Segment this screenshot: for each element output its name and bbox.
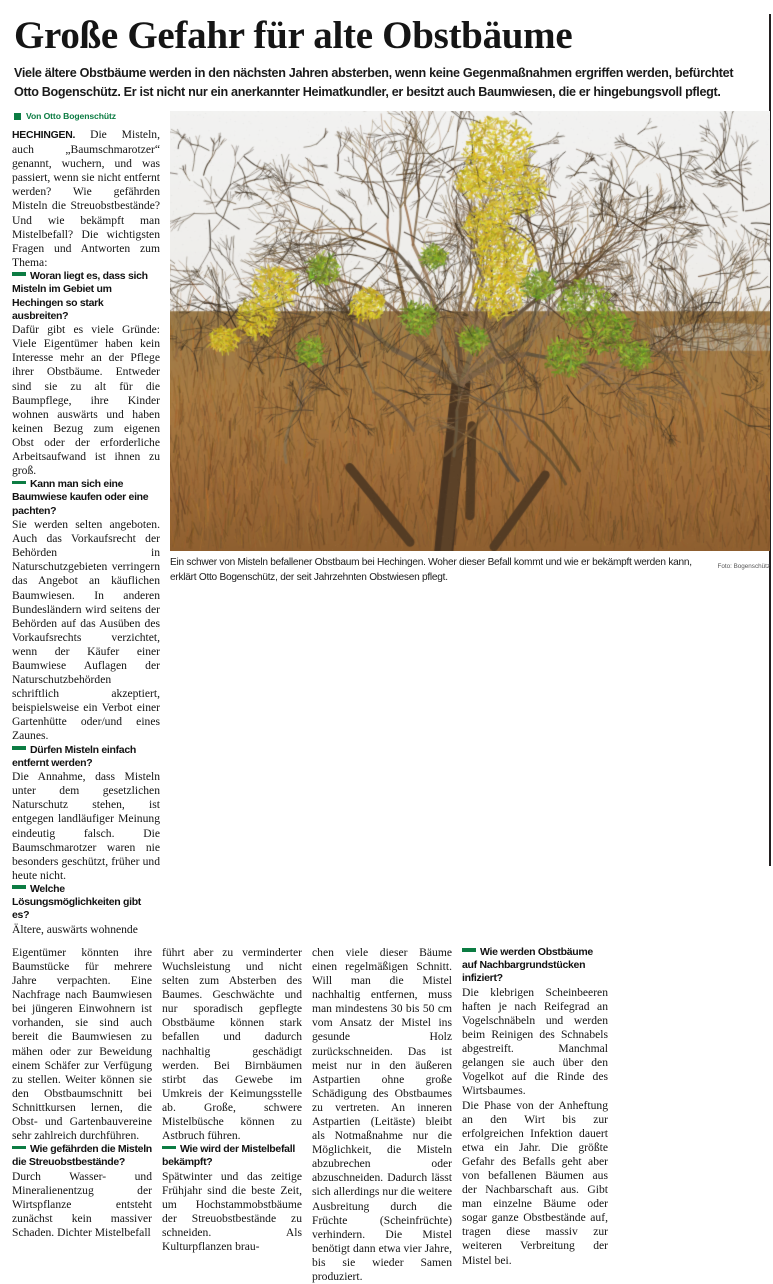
page-title: Große Gefahr für alte Obstbäume bbox=[14, 14, 573, 57]
column-1-body bbox=[12, 128, 160, 937]
continuation-3: führt aber zu verminderter Wuchsleistung und nicht selten zum Absterben des Baumes. Geschwächte und nur sporadisch gepflegte Obstbäume können stark befallen und dadurch nachhaltig geschädigt werden. Bei Birnbäumen stirbt das Gewebe im Umkreis der Keimungsstelle ab. Große, schwere Mistelbüsche können zu Astbruch führen. bbox=[162, 945, 302, 1143]
question-heading-6-text: Wie wird der Mistelbefall bekämpft? bbox=[162, 1143, 295, 1169]
dash-marker-icon bbox=[162, 1146, 176, 1150]
answer-1: Dafür gibt es viele Gründe: Viele Eigentümer haben kein Interesse mehr an der Pflege ihrer Obstbäume. Entweder sind sie zu alt für die Baumpflege, ihre Kinder wohnen auswärts und haben keinen Bezug zum eigenen Obst oder der erforderliche Arbeitsaufwand ist ihnen zu groß. bbox=[12, 323, 160, 478]
photo-credit: Foto: Bogenschütz bbox=[717, 563, 770, 570]
column-1 bbox=[12, 111, 160, 937]
byline bbox=[14, 111, 164, 121]
bottom-region bbox=[12, 946, 759, 1284]
question-heading-4-text: Welche Lösungsmöglichkeiten gibt es? bbox=[12, 882, 142, 922]
column-3 bbox=[162, 946, 302, 1284]
intro-text: Die Misteln, auch „Baumschmarotzer“ genannt, wuchern, und was passiert, wenn sie nicht entfernt werden? Wie gefährden Misteln die Streuobstbestände? Und wie bekämpft man Mistelbefall? Die wichtigsten Fragen und Antworten zum Thema: bbox=[12, 128, 160, 269]
square-bullet-icon bbox=[14, 113, 21, 120]
byline-text: Von Otto Bogenschütz bbox=[26, 111, 116, 121]
question-heading-7 bbox=[462, 946, 608, 986]
question-heading-1-text: Woran liegt es, dass sich Misteln im Gebiet um Hechingen so stark ausbreiten? bbox=[12, 269, 148, 322]
question-heading-3-text: Dürfen Misteln einfach entfernt werden? bbox=[12, 743, 136, 769]
top-region bbox=[12, 111, 770, 937]
answer-3: Die Annahme, dass Misteln unter dem gesetzlichen Naturschutz stehen, ist entgegen landläufiger Meinung eindeutig falsch. Die Baumschmarotzer waren nie besonders geschützt, früher und heute nicht. bbox=[12, 770, 160, 882]
question-heading-3 bbox=[12, 744, 160, 771]
paragraph-intro bbox=[12, 128, 160, 270]
question-heading-4 bbox=[12, 883, 160, 923]
photo-caption-text: Ein schwer von Misteln befallener Obstbaum bei Hechingen. Woher dieser Befall kommt und wie er bekämpft werden kann, erklärt Otto Bogenschütz, der seit Jahrzehnten Obstwiesen pflegt. bbox=[170, 557, 692, 583]
dash-marker-icon bbox=[462, 948, 476, 952]
article-photo bbox=[170, 111, 770, 551]
article-deck: Viele ältere Obstbäume werden in den nächsten Jahren absterben, wenn keine Gegenmaßnahmen ergriffen werden, befürchtet Otto Bogenschütz. Er ist nicht nur ein anerkannter Heimatkundler, er besitzt auch Baumwiesen, die er hingebungsvoll pflegt. bbox=[14, 66, 734, 99]
answer-7-part-2: Die Phase von der Anheftung an den Wirt bis zur erfolgreichen Infektion dauert etwa ein Jahr. Die größte Gefahr des Befalls geht aber von befallenen Bäumen aus der Nachbarschaft aus. Gibt man einzelne Bäume oder sogar ganze Obstbestände auf, tragen diese massiv zur weiteren Verbreitung der Mistel bei. bbox=[462, 1098, 608, 1267]
question-heading-7-text: Wie werden Obstbäume auf Nachbargrundstücken infiziert? bbox=[462, 945, 593, 985]
photo-canvas bbox=[170, 111, 770, 551]
answer-6: Spätwinter und das zeitige Frühjahr sind die beste Zeit, um Hochstammobstbäume der Streuobstbestände zu schneiden. Als Kulturpflanzen brau- bbox=[162, 1169, 302, 1254]
photo-caption bbox=[170, 556, 770, 585]
dash-marker-icon bbox=[12, 272, 26, 276]
answer-7-part-1: Die klebrigen Scheinbeeren haften je nach Reifegrad an Vogelschnäbeln und werden beim Reinigen des Schnabels abgestreift. Manchmal gelangen sie auch über den Vogelkot auf die Rinde des Wirtsbaumes. bbox=[462, 985, 608, 1098]
question-heading-5-text: Wie gefährden die Misteln die Streuobstbestände? bbox=[12, 1143, 152, 1169]
question-heading-6 bbox=[162, 1143, 302, 1170]
answer-2: Sie werden selten angeboten. Auch das Vorkaufsrecht der Behörden in Naturschutzgebieten verringern das Angebot an käuflichen Baumwiesen. In anderen Bundesländern wird seitens der Behörden auf das Ausüben des Vorkaufsrechts verzichtet, wenn der Käufer einer Baumwiese Auflagen der Naturschutzbehörden schriftlich akzeptiert, beispielsweise ein Verbot einer Gartenhütte oder/und eines Zaunes. bbox=[12, 518, 160, 743]
continuation-4: chen viele dieser Bäume einen regelmäßigen Schnitt. Will man die Mistel nachhaltig entfernen, muss man mindestens 30 bis 50 cm vom Ansatz der Mistel ins gesunde Holz zurückschneiden. Das ist meist nur in den äußeren Astpartien ohne große Schädigung des Obstbaumes zu vertreten. An inneren Astpartien (Leitäste) bleibt als Notmaßnahme nur die Möglichkeit, die Misteln abzubrechen oder abzuschneiden. Dadurch lässt sich allerdings nur die weitere Ausbreitung durch die Früchte (Scheinfrüchte) verhindern. Die Mistel benötigt dann etwa vier Jahre, bis sie wieder Samen produziert. bbox=[312, 945, 452, 1284]
newspaper-page bbox=[0, 14, 773, 1284]
answer-5: Durch Wasser- und Mineralienentzug der Wirtspflanze entsteht zunächst kein massiver Schaden. Dichter Mistelbefall bbox=[12, 1169, 152, 1240]
dash-marker-icon bbox=[12, 481, 26, 485]
column-2 bbox=[12, 946, 152, 1284]
column-5 bbox=[462, 946, 608, 1284]
dash-marker-icon bbox=[12, 746, 26, 750]
question-heading-5 bbox=[12, 1143, 152, 1170]
dateline: HECHINGEN. bbox=[12, 130, 76, 141]
question-heading-1 bbox=[12, 270, 160, 323]
question-heading-2 bbox=[12, 478, 160, 518]
photo-block bbox=[170, 111, 770, 585]
dash-marker-icon bbox=[12, 1146, 26, 1150]
answer-4: Ältere, auswärts wohnende bbox=[12, 922, 138, 936]
question-heading-2-text: Kann man sich eine Baumwiese kaufen oder eine pachten? bbox=[12, 478, 149, 517]
column-4 bbox=[312, 946, 452, 1284]
continuation-2: Eigentümer könnten ihre Baumstücke für mehrere Jahre verpachten. Eine Nachfrage nach Baumwiesen bei jüngeren Einwohnern ist vorhanden, sie sind auch bereit die Baumwiesen zu mähen oder zur Beweidung einem Schäfer zur Verfügung zu stellen. Weiter können sie den Obstbaumschnitt bei Schnittkursen lernen, die Obst- und Gartenbauvereine sehr zahlreich durchführen. bbox=[12, 945, 152, 1143]
dash-marker-icon bbox=[12, 885, 26, 889]
